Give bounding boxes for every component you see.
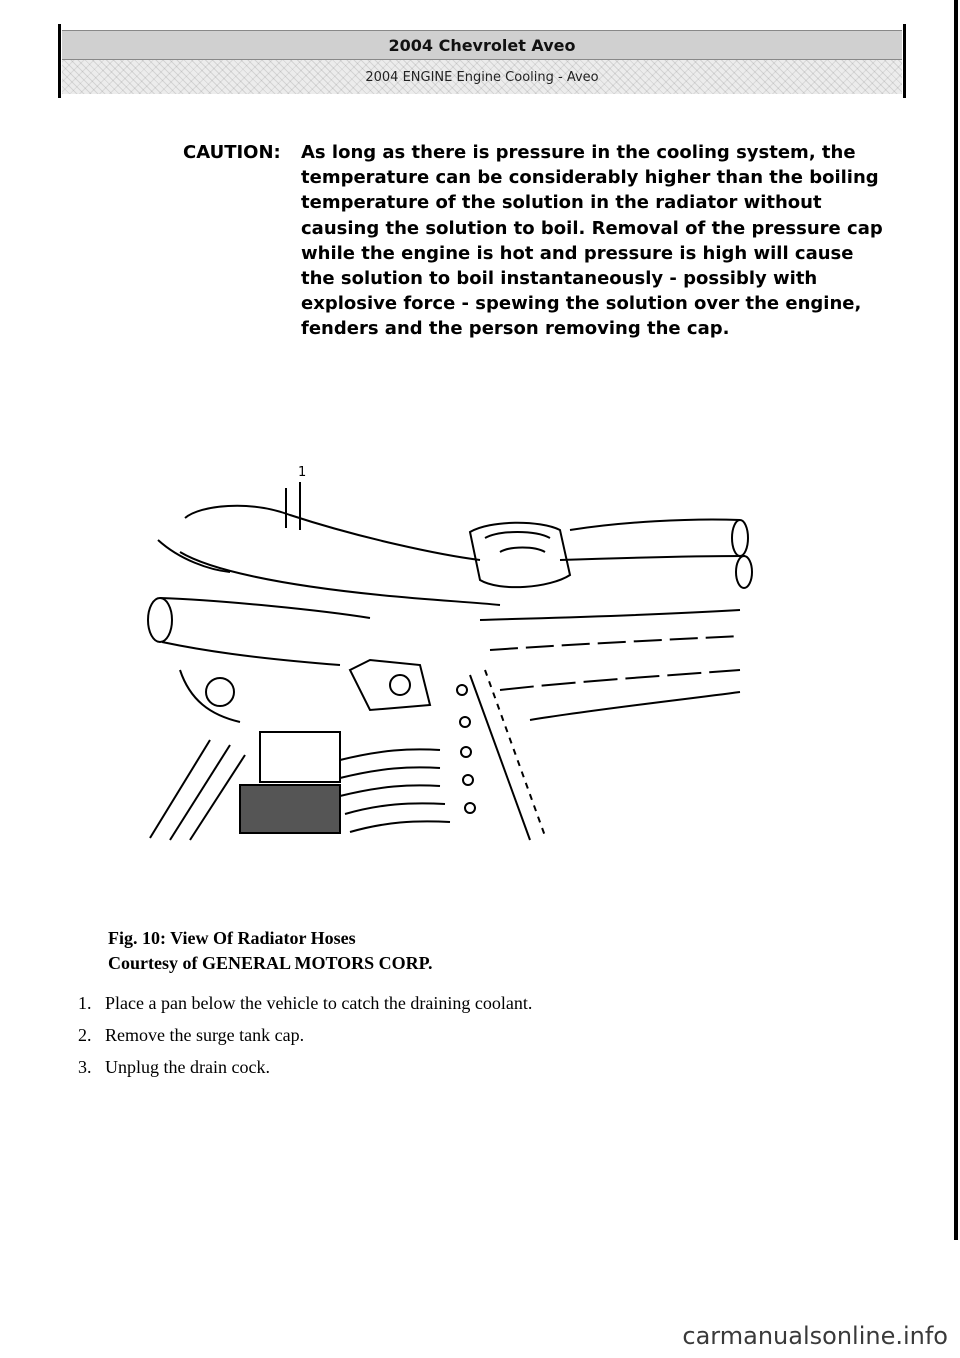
- fin-2: [340, 767, 440, 778]
- upper-hose-outline: [185, 506, 480, 560]
- caution-label: CAUTION:: [183, 142, 281, 163]
- lower-tube-4: [530, 692, 740, 720]
- left-fitting: [206, 678, 234, 706]
- watermark: carmanualsonline.info: [682, 1322, 948, 1350]
- right-hose-bottom: [560, 556, 745, 560]
- lower-right-hose-end: [736, 556, 752, 588]
- caution-block: [183, 140, 893, 342]
- procedure-steps: [78, 992, 532, 1088]
- left-tube-bottom: [162, 642, 340, 665]
- left-tube-curve: [180, 670, 240, 722]
- list-item: [78, 1056, 532, 1088]
- figure-caption: [108, 926, 433, 976]
- rivet: [461, 747, 471, 757]
- rivet: [460, 717, 470, 727]
- step-number: 3.: [78, 1057, 92, 1077]
- callout-number: 1: [298, 465, 307, 480]
- radiator-edge-left: [470, 675, 530, 840]
- step-text: Remove the surge tank cap.: [105, 1025, 305, 1045]
- list-item: [78, 992, 532, 1024]
- housing-bolt: [390, 675, 410, 695]
- lower-tube-3: [500, 670, 740, 690]
- left-tube-top: [160, 598, 370, 618]
- sensor-block: [260, 732, 340, 782]
- fin-4: [345, 803, 445, 814]
- list-item: [78, 1024, 532, 1056]
- document-subtitle: 2004 ENGINE Engine Cooling - Aveo: [62, 60, 902, 94]
- radiator-edge-right: [485, 670, 545, 836]
- clamp-ridge: [485, 532, 550, 538]
- clamp-ridge-2: [500, 548, 545, 553]
- fin-5: [350, 821, 450, 832]
- left-tube-end: [148, 598, 172, 642]
- right-hose-top: [570, 519, 740, 530]
- step-text: Place a pan below the vehicle to catch the draining coolant.: [105, 993, 533, 1013]
- caption-credit: Courtesy of GENERAL MOTORS CORP.: [108, 953, 433, 973]
- rivet: [457, 685, 467, 695]
- step-number: 1.: [78, 993, 92, 1013]
- lower-tube-2: [490, 636, 740, 650]
- frame-stroke: [190, 755, 245, 840]
- upper-hose-outline-lower: [180, 552, 500, 605]
- caption-title: Fig. 10: View Of Radiator Hoses: [108, 928, 356, 948]
- fin-3: [340, 785, 440, 796]
- right-hose-end: [732, 520, 748, 556]
- document-title: 2004 Chevrolet Aveo: [62, 30, 902, 60]
- caution-text: As long as there is pressure in the cooling system, the temperature can be considerably higher than the boiling temperature of the solution in the radiator without causing the solution to boil. Removal of the pressure cap while the engine is hot and pressure is high will cause the solution to boil instantaneously - possibly with explosive force - spewing the solution over the engine, fenders and the person removing the cap.: [301, 142, 883, 340]
- radiator-hoses-figure: [140, 460, 760, 850]
- step-text: Unplug the drain cock.: [105, 1057, 270, 1077]
- rivet: [463, 775, 473, 785]
- rivet: [465, 803, 475, 813]
- lower-tube-1: [480, 610, 740, 620]
- fin-1: [340, 749, 440, 760]
- step-number: 2.: [78, 1025, 92, 1045]
- radiator-hoses-illustration: [140, 460, 760, 850]
- page-edge-rule: [954, 0, 958, 1240]
- hatched-block: [240, 785, 340, 833]
